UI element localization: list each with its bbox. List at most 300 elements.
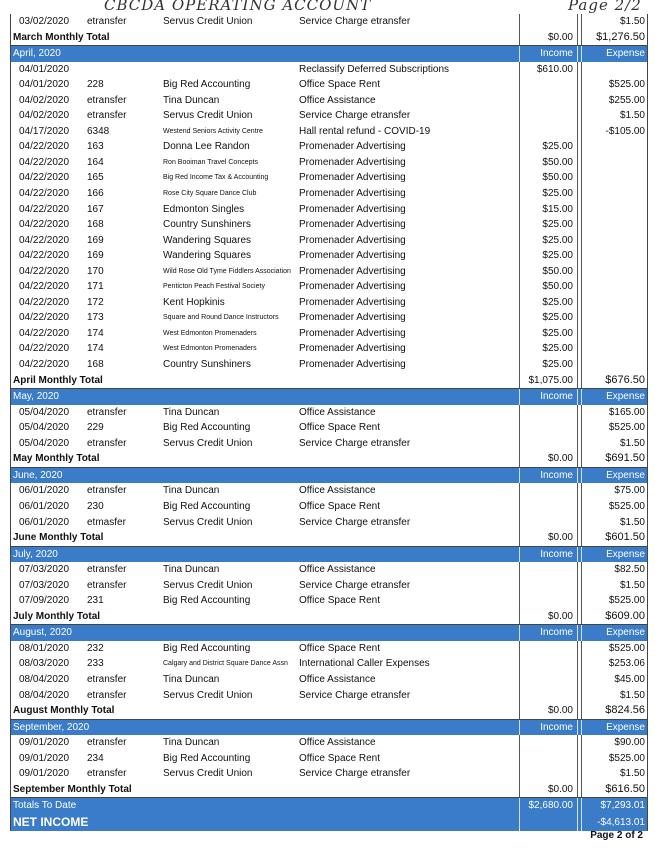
column-divider	[581, 357, 582, 373]
ref-number-cell: 171	[87, 281, 104, 293]
memo-cell: Office Space Rent	[299, 500, 380, 512]
payee-cell: Ron Booiman Travel Concepts	[163, 158, 258, 166]
expense-cell: -$105.00	[605, 125, 645, 137]
date-cell: 05/04/2020	[19, 406, 70, 418]
column-divider	[581, 170, 582, 186]
payee-cell: Big Red Accounting	[163, 642, 251, 654]
date-cell: 04/17/2020	[19, 125, 70, 137]
income-cell: $15.00	[542, 203, 573, 215]
column-divider	[581, 295, 582, 311]
income-cell: $25.00	[542, 234, 573, 246]
date-cell: 04/22/2020	[19, 234, 70, 246]
column-divider	[581, 341, 582, 357]
column-divider	[519, 186, 520, 202]
payee-cell: Westend Seniors Activity Centre	[163, 127, 263, 135]
ref-number-cell: 229	[87, 422, 104, 434]
ref-number-cell: etransfer	[87, 110, 127, 122]
expense-cell: $255.00	[608, 94, 645, 106]
income-cell: $2,680.00	[528, 800, 573, 812]
row-label: Totals To Date	[13, 800, 77, 812]
column-divider	[519, 483, 520, 499]
expense-cell: Expense	[606, 48, 645, 60]
column-divider	[577, 279, 578, 295]
expense-cell: $1.50	[619, 516, 645, 528]
income-cell: $0.00	[547, 705, 573, 717]
ref-number-cell: 168	[87, 219, 104, 231]
date-cell: 04/22/2020	[19, 156, 70, 168]
ref-number-cell: 172	[87, 296, 104, 308]
memo-cell: Service Charge etransfer	[299, 768, 411, 780]
totals-to-date-row	[11, 798, 647, 814]
expense-cell: $1,276.50	[596, 30, 645, 43]
memo-cell: Promenader Advertising	[299, 219, 406, 231]
date-cell: 09/01/2020	[19, 752, 70, 764]
memo-cell: Service Charge etransfer	[299, 516, 411, 528]
ref-number-cell: etransfer	[87, 437, 127, 449]
column-divider	[519, 326, 520, 342]
column-divider	[577, 672, 578, 688]
column-divider	[577, 656, 578, 672]
row-label: June, 2020	[13, 469, 63, 481]
column-divider	[519, 420, 520, 436]
payee-cell: Servus Credit Union	[163, 516, 253, 528]
column-divider	[519, 609, 520, 625]
ref-number-cell: 169	[87, 234, 104, 246]
monthly-total-row	[11, 373, 647, 390]
memo-cell: Promenader Advertising	[299, 343, 406, 355]
memo-cell: Service Charge etransfer	[299, 16, 411, 27]
table-row	[11, 326, 647, 342]
table-row	[11, 578, 647, 594]
date-cell: 06/01/2020	[19, 516, 70, 528]
table-row	[11, 186, 647, 202]
date-cell: 04/22/2020	[19, 219, 70, 231]
memo-cell: Promenader Advertising	[299, 327, 406, 339]
column-divider	[577, 326, 578, 342]
table-row	[11, 77, 647, 93]
column-divider	[519, 688, 520, 704]
payee-cell: Big Red Accounting	[163, 595, 251, 607]
month-header-row	[11, 468, 647, 484]
column-divider	[519, 405, 520, 421]
memo-cell: Service Charge etransfer	[299, 110, 411, 122]
column-divider	[519, 108, 520, 124]
expense-cell: Expense	[606, 627, 645, 639]
column-divider	[577, 30, 578, 46]
table-row	[11, 766, 647, 782]
ref-number-cell: 6348	[87, 125, 110, 137]
column-divider	[577, 751, 578, 767]
table-row	[11, 217, 647, 233]
payee-cell: Tina Duncan	[163, 673, 220, 685]
payee-cell: Square and Round Dance Instructors	[163, 314, 279, 322]
column-divider	[581, 814, 582, 831]
expense-cell: Expense	[606, 548, 645, 560]
monthly-total-row	[11, 609, 647, 626]
column-divider	[577, 420, 578, 436]
payee-cell: Donna Lee Randon	[163, 141, 250, 153]
expense-cell: $82.50	[614, 564, 645, 576]
ref-number-cell: 230	[87, 500, 104, 512]
column-divider	[577, 798, 578, 814]
table-row	[11, 155, 647, 171]
column-divider	[519, 389, 520, 405]
page-footer: Page 2 of 2	[590, 830, 643, 841]
column-divider	[519, 656, 520, 672]
column-divider	[581, 688, 582, 704]
column-divider	[519, 782, 520, 798]
column-divider	[581, 279, 582, 295]
table-row	[11, 341, 647, 357]
date-cell: 08/01/2020	[19, 642, 70, 654]
ref-number-cell: 232	[87, 642, 104, 654]
table-row	[11, 124, 647, 140]
payee-cell: Big Red Accounting	[163, 500, 251, 512]
ref-number-cell: 163	[87, 141, 104, 153]
column-divider	[581, 202, 582, 218]
memo-cell: International Caller Expenses	[299, 658, 430, 670]
memo-cell: Office Space Rent	[299, 422, 380, 434]
column-divider	[581, 155, 582, 171]
date-cell: 04/02/2020	[19, 94, 70, 106]
income-cell: $50.00	[542, 265, 573, 277]
column-divider	[581, 310, 582, 326]
memo-cell: Service Charge etransfer	[299, 579, 411, 591]
table-row	[11, 735, 647, 751]
column-divider	[519, 30, 520, 46]
column-divider	[577, 405, 578, 421]
payee-cell: Big Red Accounting	[163, 79, 251, 91]
expense-cell: Expense	[606, 469, 645, 481]
column-divider	[519, 751, 520, 767]
column-divider	[581, 703, 582, 719]
income-cell: $25.00	[542, 327, 573, 339]
column-divider	[519, 46, 520, 62]
column-divider	[519, 295, 520, 311]
income-cell: $50.00	[542, 281, 573, 293]
payee-cell: Servus Credit Union	[163, 437, 253, 449]
month-header-row	[11, 625, 647, 641]
table-row	[11, 562, 647, 578]
payee-cell: Wandering Squares	[163, 250, 252, 262]
column-divider	[577, 264, 578, 280]
income-cell: Income	[540, 391, 573, 403]
row-label: April, 2020	[13, 48, 61, 60]
table-row	[11, 656, 647, 672]
table-row	[11, 93, 647, 109]
column-divider	[577, 562, 578, 578]
column-divider	[577, 46, 578, 62]
column-divider	[581, 62, 582, 78]
column-divider	[581, 420, 582, 436]
column-divider	[577, 202, 578, 218]
expense-cell: $525.00	[608, 500, 645, 512]
memo-cell: Promenader Advertising	[299, 172, 406, 184]
column-divider	[519, 468, 520, 484]
table-row	[11, 279, 647, 295]
expense-cell: $525.00	[608, 595, 645, 607]
payee-cell: Edmonton Singles	[163, 203, 245, 215]
column-divider	[581, 326, 582, 342]
column-divider	[519, 625, 520, 641]
income-cell: Income	[540, 721, 573, 733]
income-cell: Income	[540, 48, 573, 60]
column-divider	[577, 357, 578, 373]
column-divider	[581, 108, 582, 124]
handwritten-title: CBCDA OPERATING ACCOUNT	[104, 0, 372, 14]
date-cell: 04/22/2020	[19, 172, 70, 184]
column-divider	[581, 233, 582, 249]
date-cell: 04/22/2020	[19, 141, 70, 153]
date-cell: 04/22/2020	[19, 312, 70, 324]
expense-cell: $601.50	[605, 531, 645, 544]
expense-cell: $1.50	[619, 437, 645, 449]
ref-number-cell: 164	[87, 156, 104, 168]
table-row	[11, 14, 647, 30]
column-divider	[581, 578, 582, 594]
memo-cell: Office Space Rent	[299, 595, 380, 607]
expense-cell: $1.50	[619, 579, 645, 591]
column-divider	[577, 547, 578, 563]
date-cell: 07/09/2020	[19, 595, 70, 607]
column-divider	[581, 46, 582, 62]
memo-cell: Office Assistance	[299, 564, 376, 576]
row-label: July, 2020	[13, 548, 58, 560]
expense-cell: $676.50	[605, 373, 645, 386]
column-divider	[519, 735, 520, 751]
memo-cell: Hall rental refund - COVID-19	[299, 125, 431, 137]
column-divider	[577, 578, 578, 594]
date-cell: 06/01/2020	[19, 500, 70, 512]
column-divider	[581, 139, 582, 155]
column-divider	[581, 124, 582, 140]
column-divider	[577, 609, 578, 625]
row-label: August Monthly Total	[13, 705, 115, 717]
expense-cell: $1.50	[619, 768, 645, 780]
income-cell: $25.00	[542, 296, 573, 308]
ref-number-cell: etmasfer	[87, 516, 126, 528]
income-cell: $25.00	[542, 188, 573, 200]
payee-cell: Big Red Accounting	[163, 752, 251, 764]
column-divider	[519, 499, 520, 515]
date-cell: 08/04/2020	[19, 689, 70, 701]
table-row	[11, 233, 647, 249]
column-divider	[577, 688, 578, 704]
payee-cell: Servus Credit Union	[163, 689, 253, 701]
row-label: April Monthly Total	[13, 374, 103, 386]
income-cell: $50.00	[542, 172, 573, 184]
column-divider	[519, 530, 520, 546]
expense-cell: $45.00	[614, 673, 645, 685]
column-divider	[519, 515, 520, 531]
column-divider	[577, 373, 578, 389]
column-divider	[577, 93, 578, 109]
date-cell: 04/22/2020	[19, 250, 70, 262]
column-divider	[519, 672, 520, 688]
memo-cell: Office Assistance	[299, 406, 376, 418]
ref-number-cell: 169	[87, 250, 104, 262]
column-divider	[581, 547, 582, 563]
table-row	[11, 436, 647, 452]
memo-cell: Office Space Rent	[299, 642, 380, 654]
row-label: May, 2020	[13, 391, 59, 403]
ref-number-cell: 233	[87, 658, 104, 670]
column-divider	[519, 248, 520, 264]
memo-cell: Office Assistance	[299, 737, 376, 749]
column-divider	[581, 766, 582, 782]
ref-number-cell: 228	[87, 79, 104, 91]
column-divider	[581, 625, 582, 641]
ref-number-cell: etransfer	[87, 673, 127, 685]
column-divider	[519, 217, 520, 233]
income-cell: $0.00	[547, 783, 573, 795]
date-cell: 04/22/2020	[19, 359, 70, 371]
ref-number-cell: etransfer	[87, 689, 127, 701]
column-divider	[519, 798, 520, 814]
income-cell: $50.00	[542, 156, 573, 168]
table-row	[11, 357, 647, 373]
memo-cell: Promenader Advertising	[299, 250, 406, 262]
memo-cell: Promenader Advertising	[299, 156, 406, 168]
column-divider	[581, 672, 582, 688]
column-divider	[581, 735, 582, 751]
ref-number-cell: 168	[87, 359, 104, 371]
ledger-table	[10, 14, 648, 831]
payee-cell: West Edmonton Promenaders	[163, 329, 257, 337]
date-cell: 05/04/2020	[19, 437, 70, 449]
column-divider	[577, 62, 578, 78]
column-divider	[581, 751, 582, 767]
income-cell: Income	[540, 469, 573, 481]
date-cell: 07/03/2020	[19, 579, 70, 591]
payee-cell: Tina Duncan	[163, 564, 220, 576]
column-divider	[577, 625, 578, 641]
column-divider	[577, 782, 578, 798]
date-cell: 04/01/2020	[19, 79, 70, 91]
income-cell: $25.00	[542, 312, 573, 324]
column-divider	[581, 720, 582, 736]
column-divider	[577, 483, 578, 499]
payee-cell: Penticton Peach Festival Society	[163, 283, 265, 291]
column-divider	[581, 373, 582, 389]
date-cell: 09/01/2020	[19, 737, 70, 749]
ref-number-cell: 166	[87, 188, 104, 200]
column-divider	[519, 641, 520, 657]
column-divider	[519, 279, 520, 295]
column-divider	[519, 720, 520, 736]
date-cell: 04/22/2020	[19, 327, 70, 339]
column-divider	[577, 124, 578, 140]
income-cell: $25.00	[542, 219, 573, 231]
income-cell: $0.00	[547, 453, 573, 465]
column-divider	[519, 93, 520, 109]
ref-number-cell: etransfer	[87, 579, 127, 591]
expense-cell: $165.00	[608, 406, 645, 418]
memo-cell: Promenader Advertising	[299, 281, 406, 293]
column-divider	[577, 295, 578, 311]
expense-cell: $525.00	[608, 642, 645, 654]
income-cell: Income	[540, 627, 573, 639]
expense-cell: $616.50	[605, 782, 645, 795]
month-header-row	[11, 389, 647, 405]
column-divider	[581, 217, 582, 233]
column-divider	[581, 530, 582, 546]
column-divider	[519, 77, 520, 93]
ref-number-cell: 165	[87, 172, 104, 184]
row-label: September Monthly Total	[13, 783, 132, 795]
column-divider	[581, 499, 582, 515]
column-divider	[581, 468, 582, 484]
column-divider	[581, 641, 582, 657]
ref-number-cell: etransfer	[87, 768, 127, 780]
memo-cell: Promenader Advertising	[299, 188, 406, 200]
memo-cell: Promenader Advertising	[299, 141, 406, 153]
payee-cell: Servus Credit Union	[163, 16, 253, 27]
column-divider	[581, 436, 582, 452]
table-row	[11, 202, 647, 218]
ref-number-cell: etransfer	[87, 94, 127, 106]
expense-cell: -$4,613.01	[597, 816, 645, 828]
column-divider	[577, 515, 578, 531]
payee-cell: Servus Credit Union	[163, 579, 253, 591]
column-divider	[519, 357, 520, 373]
column-divider	[581, 389, 582, 405]
income-cell: $0.00	[547, 31, 573, 43]
income-cell: $0.00	[547, 532, 573, 544]
date-cell: 04/22/2020	[19, 296, 70, 308]
column-divider	[519, 593, 520, 609]
column-divider	[519, 202, 520, 218]
column-divider	[577, 436, 578, 452]
payee-cell: Country Sunshiners	[163, 219, 251, 231]
expense-cell: $75.00	[614, 485, 645, 497]
column-divider	[577, 530, 578, 546]
expense-cell: $90.00	[614, 737, 645, 749]
table-row	[11, 310, 647, 326]
row-label: March Monthly Total	[13, 31, 110, 43]
ref-number-cell: 174	[87, 327, 104, 339]
column-divider	[581, 14, 582, 30]
handwritten-page-number: Page 2/2	[568, 0, 642, 14]
column-divider	[577, 139, 578, 155]
memo-cell: Promenader Advertising	[299, 234, 406, 246]
table-row	[11, 295, 647, 311]
column-divider	[519, 703, 520, 719]
table-row	[11, 641, 647, 657]
ref-number-cell: 167	[87, 203, 104, 215]
income-cell: $25.00	[542, 343, 573, 355]
row-label: September, 2020	[13, 721, 90, 733]
date-cell: 04/22/2020	[19, 188, 70, 200]
column-divider	[577, 735, 578, 751]
payee-cell: Country Sunshiners	[163, 359, 251, 371]
payee-cell: Tina Duncan	[163, 94, 220, 106]
month-header-row	[11, 720, 647, 736]
column-divider	[581, 593, 582, 609]
ref-number-cell: etransfer	[87, 485, 127, 497]
income-cell: $25.00	[542, 141, 573, 153]
column-divider	[519, 139, 520, 155]
table-row	[11, 593, 647, 609]
column-divider	[581, 93, 582, 109]
column-divider	[577, 814, 578, 831]
monthly-total-row	[11, 703, 647, 720]
column-divider	[581, 609, 582, 625]
payee-cell: Servus Credit Union	[163, 768, 253, 780]
income-cell: $0.00	[547, 610, 573, 622]
column-divider	[577, 77, 578, 93]
column-divider	[581, 782, 582, 798]
